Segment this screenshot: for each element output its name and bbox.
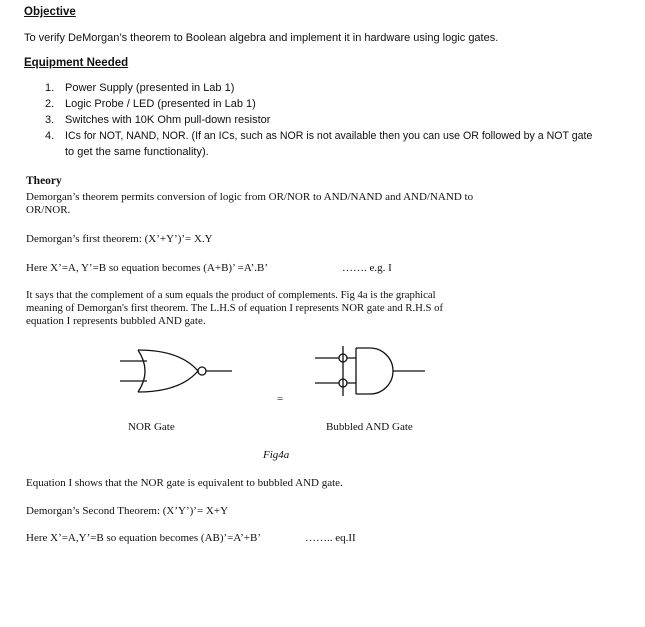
theory-intro-line1: Demorgan’s theorem permits conversion of logic from OR/NOR to AND/NAND and AND/NAND to [26, 191, 474, 203]
objective-text: To verify DeMorgan’s theorem to Boolean algebra and implement it in hardware using logic gates. [24, 32, 499, 44]
equation-line-2: Here X’=A,Y’=B so equation becomes (AB)’=A’+B’ [26, 532, 261, 544]
list-text-continued: to get the same functionality). [65, 146, 209, 158]
second-theorem: Demorgan’s Second Theorem: (X’Y’)’= X+Y [26, 505, 229, 517]
list-item [45, 114, 625, 128]
equation-ref-2: …….. eq.II [305, 532, 356, 544]
paragraph-line2: meaning of Demorgan's first theorem. The L.H.S of equation I represents NOR gate and R.H.S of [26, 302, 444, 314]
figure-4a [110, 340, 440, 402]
list-text: Power Supply (presented in Lab 1) [65, 82, 235, 94]
list-text: Switches with 10K Ohm pull-down resistor [65, 114, 271, 126]
nor-gate-symbol [120, 350, 232, 392]
figure-caption: Fig4a [263, 449, 290, 461]
list-number: 3. [45, 114, 55, 126]
theory-intro-line2: OR/NOR. [26, 204, 71, 216]
bubbled-and-gate-label: Bubbled AND Gate [326, 421, 413, 433]
list-number: 4. [45, 130, 55, 142]
list-number: 1. [45, 82, 55, 94]
bubbled-and-gate-symbol [315, 346, 425, 396]
list-item [45, 98, 625, 112]
equivalence-statement: Equation I shows that the NOR gate is equivalent to bubbled AND gate. [26, 477, 343, 489]
nor-gate-label: NOR Gate [128, 421, 175, 433]
objective-heading: Objective [24, 6, 76, 18]
paragraph-line3: equation I represents bubbled AND gate. [26, 315, 206, 327]
list-item [45, 82, 625, 96]
paragraph-line1: It says that the complement of a sum equals the product of complements. Fig 4a is the graphical [26, 289, 436, 301]
list-item [45, 130, 625, 160]
list-text: ICs for NOT, NAND, NOR. (If an ICs, such as NOR is not available then you can use OR followed by a NOT gate [65, 130, 593, 142]
list-number: 2. [45, 98, 55, 110]
list-text: Logic Probe / LED (presented in Lab 1) [65, 98, 256, 110]
theory-heading: Theory [26, 175, 62, 187]
equals-sign: = [277, 393, 284, 405]
equipment-heading: Equipment Needed [24, 57, 129, 69]
equation-ref-1: ……. e.g. I [342, 262, 392, 274]
equation-line-1: Here X’=A, Y’=B so equation becomes (A+B)’ =A’.B’ [26, 262, 269, 274]
first-theorem: Demorgan’s first theorem: (X’+Y’)’= X.Y [26, 233, 213, 245]
